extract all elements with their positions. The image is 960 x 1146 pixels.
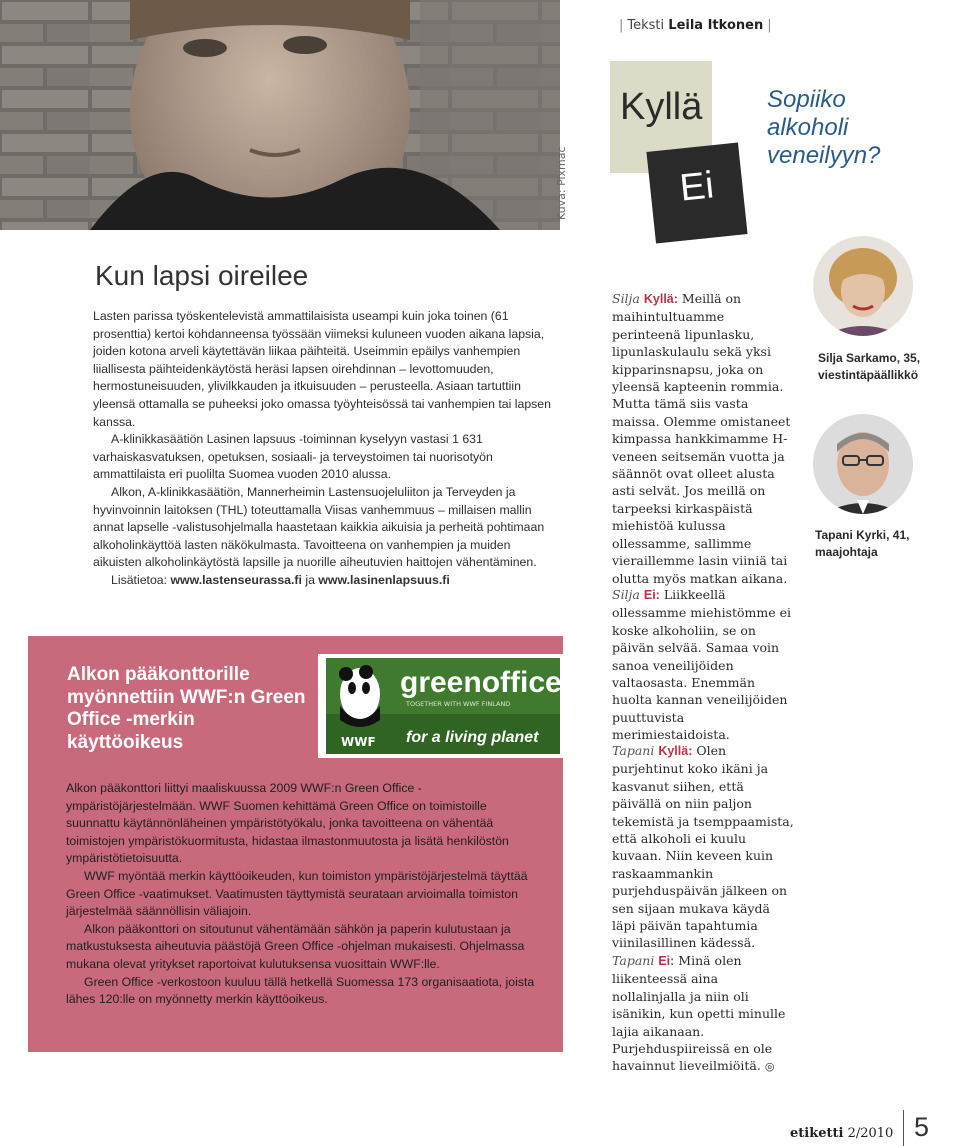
article-paragraph: A-klinikkasäätiön Lasinen lapsuus -toiminnan kyselyyn vastasi 1 631 varhaiskasvatuksen, opetuksen, sosiaali- ja terveystoimen tai nuorisotyön ammattilaista eri puolilta Suomea vuoden 2010 alussa. (93, 432, 493, 482)
link-lasinenlapsuus[interactable]: www.lasinenlapsuus.fi (318, 572, 450, 587)
article-body (93, 308, 553, 590)
person-role: maajohtaja (815, 545, 878, 559)
quote-who: Tapani (612, 743, 655, 758)
person-name: Silja Sarkamo, 35, (818, 351, 921, 365)
wwf-paragraph: Alkon pääkonttori on sitoutunut vähentämään sähkön ja paperin kulutustaan ja matkustuksesta aiheutuvia päästöjä Green Office -ohjelman mukaisesti. Ohjelmassa mukana olevat yritykset raportoivat kulutuksensa vuosittain WWF:lle. (66, 921, 525, 971)
quote-answer: Ei: (658, 954, 675, 968)
quote-tapani-ei (612, 952, 794, 1076)
wwf-paragraph: Alkon pääkonttori liittyi maaliskuussa 2009 WWF:n Green Office -ympäristöjärjestelmään. WWF Suomen kehittämä Green Office on toimistoille suunnattu käytännönläheinen ympäristötyökalu, jonka tavoitteena on vähentää toimistojen ympäristökuormitusta, hidastaa ilmastonmuutosta ja lisätä henkilöstön ympäristötietoisuutta. (66, 781, 509, 866)
byline (615, 18, 776, 33)
article-paragraph: Alkon, A-klinikkasäätiön, Mannerheimin Lastensuojeluliiton ja Terveyden ja hyvinvoinnin laitoksen (THL) toteuttamalla Viisas vanhemmuus – millaisen mallin annat lapselle -valistusohjelmalla haastetaan kaikkia aikuisia ja perheitä pohtimaan alkoholinkäyttöä lasten näkökulmasta. Tavoitteena on vanhempien ja muiden aikuisten alkoholinkäytöstä lapsille ja nuorille aiheutuvien haittojen vähentäminen. (93, 484, 545, 570)
article-title: Kun lapsi oireilee (95, 260, 309, 291)
wwf-paragraph: Green Office -verkostoon kuuluu tällä hetkellä Suomessa 173 organisaatiota, joista lähes 120:lle on myönnetty merkin käyttöoikeus. (66, 974, 535, 1007)
wwf-wordmark: WWF (341, 735, 376, 749)
portrait-tapani (813, 414, 913, 514)
tagline-text: for a living planet (406, 729, 539, 746)
wwf-body (66, 780, 541, 1009)
greenoffice-wordmark: greenoffice (400, 666, 562, 699)
person-name: Tapani Kyrki, 41, (815, 528, 910, 542)
boy-photo (0, 0, 560, 230)
question-line: Sopiiko (767, 86, 846, 113)
byline-divider: | (619, 18, 624, 33)
byline-prefix: Teksti (627, 18, 665, 33)
green-office-logo (318, 654, 564, 758)
more-info (93, 572, 553, 590)
magazine-issue: 2/2010 (847, 1126, 894, 1141)
quote-silja-kylla (612, 290, 794, 587)
link-lastenseurassa[interactable]: www.lastenseurassa.fi (170, 572, 302, 587)
quote-who: Silja (612, 587, 640, 602)
quote-silja-ei (612, 586, 794, 744)
footer-magazine (790, 1126, 893, 1141)
ei-label: Ei (677, 164, 716, 210)
link-join: ja (305, 572, 315, 587)
portrait-silja (813, 236, 913, 336)
quote-answer: Kyllä: (658, 744, 693, 758)
quote-text: Olen purjehtinut koko ikäni ja kasvanut siihen, että päivällä on niin paljon tekemistä ja tsemppaamista, että alkoholi ei kuulu kuvaan. Niin keveen kuin raskaammankin purjehduspäivän jälkeen on sen sijaan mukava käydä läpi päivän tapahtumia viinilasillinen kädessä. (612, 743, 794, 951)
kylla-label: Kyllä (620, 86, 703, 128)
page-number: 5 (914, 1112, 930, 1142)
feature-question (767, 86, 907, 170)
magazine-name: etiketti (790, 1126, 844, 1141)
end-mark-icon: ◎ (764, 1060, 775, 1074)
question-line: veneilyyn? (767, 142, 881, 169)
photo-credit: Kuva: Pixmac (555, 146, 568, 220)
person-role: viestintäpäällikkö (818, 368, 919, 382)
quote-text: Meillä on maihintultuamme perinteenä lipunlasku, lipunlaskulaulu sekä yksi kipparinsnapsu, joka on yleensä kapteenin rommia. Mutta tämä siis vasta maissa. Olemme omistaneet kimpassa hankkimamme H-veneen seitsemän vuotta ja säännöt ovat olleet alusta asti selvät. Jos meillä on tarpeeksi kirkaspäistä miehistöä kulussa ollessamme, sallimme vieraillemme lasin viiniä tai olutta myös matkan aikana. (612, 291, 791, 586)
quote-text: Minä olen liikenteessä aina nollalinjalla ja niin oli isänikin, kun opetti minulle lajia aikanaan. Purjehduspiireissä en ole havainnut lieveilmiöitä. (612, 953, 786, 1074)
quote-tapani-kylla (612, 742, 794, 952)
person-tapani (815, 527, 945, 561)
wwf-paragraph: WWF myöntää merkin käyttöoikeuden, kun toimiston ympäristöjärjestelmä täyttää Green Office -vaatimukset. Vaatimusten täyttymistä seurataan arvioimalla toimiston järjestelmää säännöllisin väliajoin. (66, 868, 528, 919)
quote-answer: Ei: (643, 588, 660, 602)
person-silja (818, 350, 948, 384)
footer-divider (903, 1110, 904, 1146)
article-paragraph: Lasten parissa työskentelevistä ammattilaisista useampi kuin joka toinen (61 prosenttia) kertoi kohdanneensa työssään viimeksi kuluneen vuoden aikana lapsia, joiden kotona arveli käytettävän liikaa päihteitä. Useimmin epäilys vanhempien liiallisesta päihteidenkäytöstä heräsi lapsen oirehdinnan – levottomuuden, hermostuneisuuden, ylivilkkauden ja itkuisuuden – perusteella. Asiaan tartuttiin yleensä ottamalla se puheeksi joko omassa työyhteisössä tai vanhempien tai lapsen kanssa. (93, 309, 551, 429)
byline-divider: | (767, 18, 772, 33)
quote-who: Tapani (612, 953, 655, 968)
quote-who: Silja (612, 291, 640, 306)
question-line: alkoholi (767, 114, 849, 141)
quote-text: Liikkeellä ollessamme miehistömme ei koske alkoholiin, se on päivän selvää. Samaa voin sanoa veneilijöiden valtaosasta. Enemmän huolta kannan veneilijöiden puuttuvista merimiestaidoista. (612, 587, 792, 743)
quote-answer: Kyllä: (643, 292, 678, 306)
wwf-heading: Alkon pääkonttorille myönnettiin WWF:n Green Office -merkin käyttöoikeus (67, 664, 306, 753)
together-text: TOGETHER WITH WWF FINLAND (406, 700, 511, 708)
byline-author: Leila Itkonen (668, 18, 764, 33)
more-info-label: Lisätietoa: (111, 572, 168, 587)
